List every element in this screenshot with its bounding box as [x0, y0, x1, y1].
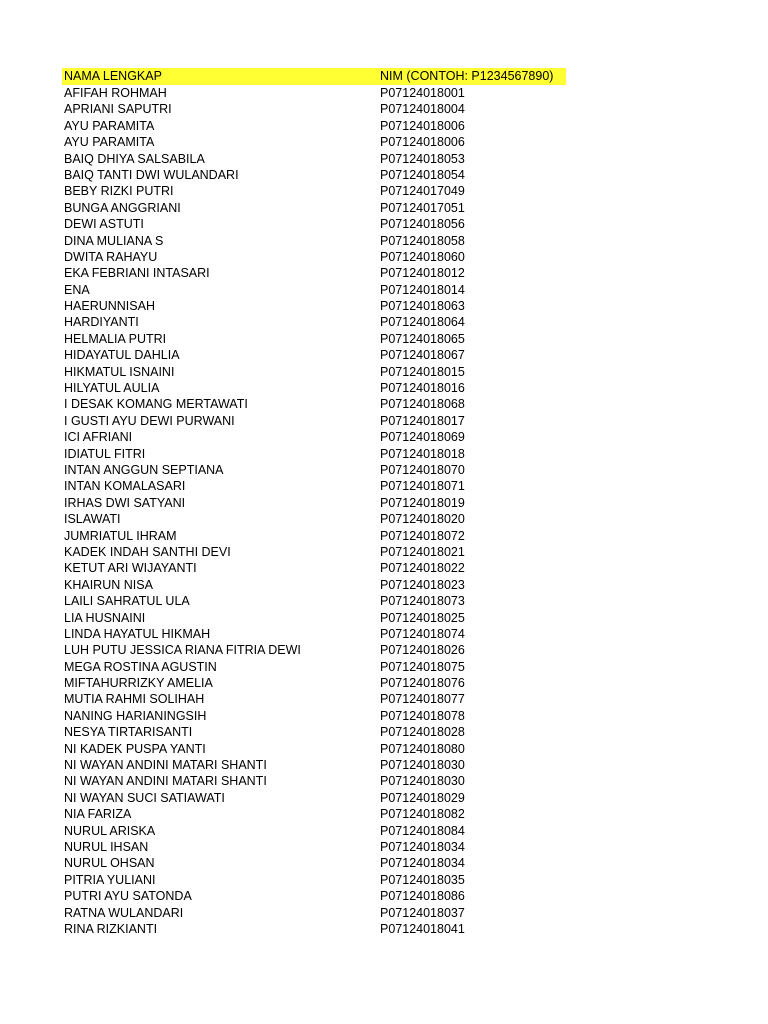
student-nim-cell: P07124018084	[380, 823, 465, 838]
student-nim-cell: P07124018025	[380, 610, 465, 625]
table-row	[62, 577, 566, 593]
student-name-cell: HAERUNNISAH	[64, 299, 155, 314]
student-name-cell: NANING HARIANINGSIH	[64, 708, 207, 723]
student-name-cell: KHAIRUN NISA	[64, 577, 153, 592]
student-name-cell: DEWI ASTUTI	[64, 217, 144, 232]
table-row	[62, 249, 566, 265]
table-row	[62, 511, 566, 527]
student-nim-cell: P07124018073	[380, 594, 465, 609]
table-row	[62, 544, 566, 560]
student-name-cell: AYU PARAMITA	[64, 135, 155, 150]
student-nim-cell: P07124018026	[380, 643, 465, 658]
table-row	[62, 429, 566, 445]
table-row	[62, 610, 566, 626]
student-nim-cell: P07124018015	[380, 364, 465, 379]
student-name-cell: HARDIYANTI	[64, 315, 139, 330]
student-name-cell: HILYATUL AULIA	[64, 381, 160, 396]
table-row	[62, 691, 566, 707]
table-row	[62, 806, 566, 822]
student-name-cell: LIA HUSNAINI	[64, 610, 146, 625]
student-nim-cell: P07124018028	[380, 725, 465, 740]
student-nim-cell: P07124018067	[380, 348, 465, 363]
student-nim-cell: P07124018072	[380, 528, 465, 543]
student-nim-cell: P07124018020	[380, 512, 465, 527]
header-nim-cell: NIM (CONTOH: P1234567890)	[380, 69, 554, 83]
table-row	[62, 216, 566, 232]
student-nim-cell: P07124018070	[380, 462, 465, 477]
student-nim-cell: P07124018006	[380, 118, 465, 133]
student-list	[62, 85, 566, 937]
student-name-cell: LUH PUTU JESSICA RIANA FITRIA DEWI	[64, 643, 301, 658]
student-name-cell: NURUL ARISKA	[64, 823, 156, 838]
student-name-cell: LINDA HAYATUL HIKMAH	[64, 626, 211, 641]
table-row	[62, 839, 566, 855]
table-row	[62, 167, 566, 183]
student-nim-cell: P07124018076	[380, 676, 465, 691]
table-row	[62, 741, 566, 757]
student-nim-cell: P07124018018	[380, 446, 465, 461]
student-name-cell: KADEK INDAH SANTHI DEVI	[64, 544, 231, 559]
table-row	[62, 331, 566, 347]
table-row	[62, 446, 566, 462]
student-name-cell: NIA FARIZA	[64, 807, 132, 822]
student-name-cell: BUNGA ANGGRIANI	[64, 200, 181, 215]
student-nim-cell: P07124018021	[380, 544, 465, 559]
table-row	[62, 265, 566, 281]
table-row	[62, 134, 566, 150]
student-name-cell: NI WAYAN ANDINI MATARI SHANTI	[64, 758, 267, 773]
student-nim-cell: P07124018060	[380, 249, 465, 264]
table-row	[62, 675, 566, 691]
table-row	[62, 151, 566, 167]
student-name-cell: PUTRI AYU SATONDA	[64, 889, 192, 904]
student-name-cell: DINA MULIANA S	[64, 233, 164, 248]
student-nim-cell: P07124018034	[380, 856, 465, 871]
student-name-cell: RINA RIZKIANTI	[64, 921, 158, 936]
table-row	[62, 642, 566, 658]
student-nim-cell: P07124018086	[380, 889, 465, 904]
student-nim-cell: P07124018019	[380, 495, 465, 510]
table-row	[62, 790, 566, 806]
student-name-cell: MEGA ROSTINA AGUSTIN	[64, 659, 217, 674]
student-name-cell: AYU PARAMITA	[64, 118, 155, 133]
student-nim-cell: P07124018058	[380, 233, 465, 248]
student-nim-cell: P07124018078	[380, 708, 465, 723]
table-row	[62, 560, 566, 576]
student-name-cell: MIFTAHURRIZKY AMELIA	[64, 676, 213, 691]
student-name-cell: DWITA RAHAYU	[64, 249, 158, 264]
header-row	[62, 68, 566, 85]
student-name-cell: BAIQ DHIYA SALSABILA	[64, 151, 205, 166]
table-row	[62, 528, 566, 544]
student-nim-cell: P07124018053	[380, 151, 465, 166]
student-nim-cell: P07124017049	[380, 184, 465, 199]
student-name-cell: JUMRIATUL IHRAM	[64, 528, 177, 543]
student-name-cell: I DESAK KOMANG MERTAWATI	[64, 397, 248, 412]
student-nim-cell: P07124018074	[380, 626, 465, 641]
student-nim-cell: P07124018012	[380, 266, 465, 281]
student-nim-cell: P07124018030	[380, 774, 465, 789]
student-name-cell: HIKMATUL ISNAINI	[64, 364, 175, 379]
table-row	[62, 888, 566, 904]
student-name-cell: NURUL IHSAN	[64, 839, 149, 854]
student-name-cell: KETUT ARI WIJAYANTI	[64, 561, 197, 576]
student-nim-cell: P07124018017	[380, 413, 465, 428]
student-nim-cell: P07124018082	[380, 807, 465, 822]
table-row	[62, 478, 566, 494]
table-row	[62, 872, 566, 888]
student-nim-cell: P07124018065	[380, 331, 465, 346]
student-name-cell: I GUSTI AYU DEWI PURWANI	[64, 413, 235, 428]
table-row	[62, 823, 566, 839]
student-nim-cell: P07124018041	[380, 921, 465, 936]
student-nim-cell: P07124018006	[380, 135, 465, 150]
table-row	[62, 462, 566, 478]
table-row	[62, 200, 566, 216]
table-row	[62, 85, 566, 101]
student-name-cell: AFIFAH ROHMAH	[64, 86, 167, 100]
student-name-cell: MUTIA RAHMI SOLIHAH	[64, 692, 205, 707]
student-nim-cell: P07124018034	[380, 839, 465, 854]
table-row	[62, 183, 566, 199]
student-nim-cell: P07124018068	[380, 397, 465, 412]
table-row	[62, 855, 566, 871]
student-name-cell: EKA FEBRIANI INTASARI	[64, 266, 210, 281]
table-row	[62, 118, 566, 134]
table-row	[62, 921, 566, 937]
student-nim-cell: P07124018063	[380, 299, 465, 314]
student-name-cell: IDIATUL FITRI	[64, 446, 146, 461]
table-row	[62, 298, 566, 314]
student-name-cell: ISLAWATI	[64, 512, 121, 527]
table-row	[62, 380, 566, 396]
table-row	[62, 905, 566, 921]
table-row	[62, 757, 566, 773]
student-nim-cell: P07124018023	[380, 577, 465, 592]
student-name-cell: NESYA TIRTARISANTI	[64, 725, 193, 740]
student-name-cell: INTAN KOMALASARI	[64, 479, 186, 494]
table-row	[62, 708, 566, 724]
student-name-cell: HIDAYATUL DAHLIA	[64, 348, 180, 363]
table-row	[62, 724, 566, 740]
student-name-cell: PITRIA YULIANI	[64, 872, 156, 887]
student-nim-cell: P07124018022	[380, 561, 465, 576]
header-name-cell: NAMA LENGKAP	[64, 69, 162, 83]
table-row	[62, 626, 566, 642]
table-row	[62, 101, 566, 117]
student-nim-cell: P07124018071	[380, 479, 465, 494]
student-nim-cell: P07124018014	[380, 282, 465, 297]
table-row	[62, 396, 566, 412]
student-name-cell: APRIANI SAPUTRI	[64, 102, 172, 117]
table-row	[62, 413, 566, 429]
table-row	[62, 233, 566, 249]
student-name-cell: NI WAYAN ANDINI MATARI SHANTI	[64, 774, 267, 789]
student-nim-cell: P07124018001	[380, 86, 465, 100]
student-name-cell: ENA	[64, 282, 90, 297]
student-name-cell: IRHAS DWI SATYANI	[64, 495, 186, 510]
table-row	[62, 773, 566, 789]
student-name-cell: INTAN ANGGUN SEPTIANA	[64, 462, 224, 477]
student-nim-cell: P07124018029	[380, 790, 465, 805]
student-name-cell: NI KADEK PUSPA YANTI	[64, 741, 206, 756]
student-nim-cell: P07124018075	[380, 659, 465, 674]
student-nim-cell: P07124018004	[380, 102, 465, 117]
table-row	[62, 593, 566, 609]
student-nim-cell: P07124018037	[380, 905, 465, 920]
student-nim-cell: P07124017051	[380, 200, 465, 215]
student-nim-cell: P07124018056	[380, 217, 465, 232]
table-row	[62, 347, 566, 363]
student-nim-cell: P07124018030	[380, 758, 465, 773]
student-name-cell: NURUL OHSAN	[64, 856, 155, 871]
table-row	[62, 495, 566, 511]
student-name-cell: RATNA WULANDARI	[64, 905, 184, 920]
student-nim-cell: P07124018077	[380, 692, 465, 707]
table-row	[62, 314, 566, 330]
student-nim-cell: P07124018016	[380, 381, 465, 396]
student-nim-cell: P07124018054	[380, 167, 465, 182]
student-name-cell: BAIQ TANTI DWI WULANDARI	[64, 167, 239, 182]
table-row	[62, 659, 566, 675]
student-nim-cell: P07124018035	[380, 872, 465, 887]
student-name-cell: ICI AFRIANI	[64, 430, 133, 445]
student-nim-cell: P07124018064	[380, 315, 465, 330]
student-nim-cell: P07124018080	[380, 741, 465, 756]
student-name-cell: NI WAYAN SUCI SATIAWATI	[64, 790, 225, 805]
table-row	[62, 364, 566, 380]
student-name-cell: HELMALIA PUTRI	[64, 331, 167, 346]
student-name-cell: LAILI SAHRATUL ULA	[64, 594, 190, 609]
student-nim-cell: P07124018069	[380, 430, 465, 445]
table-row	[62, 282, 566, 298]
student-name-cell: BEBY RIZKI PUTRI	[64, 184, 174, 199]
